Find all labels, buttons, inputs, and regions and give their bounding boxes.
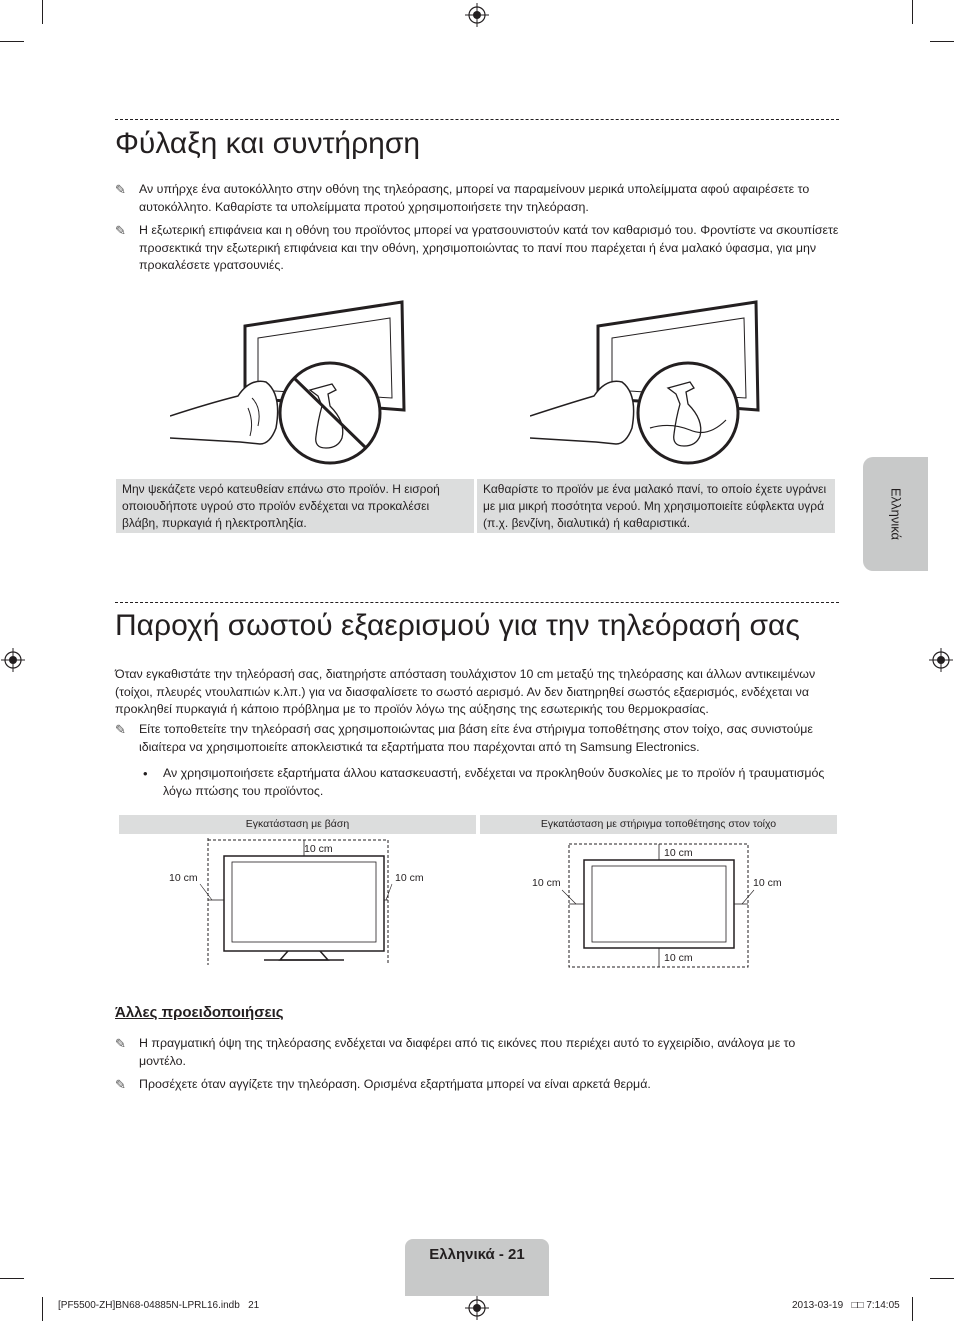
note-item: [115, 1035, 839, 1070]
dim-label-left: 10 cm: [532, 877, 561, 889]
section-divider: [115, 119, 839, 120]
section-title-care: Φύλαξη και συντήρηση: [115, 127, 421, 160]
note-text: Η πραγματική όψη της τηλεόρασης ενδέχεται να διαφέρει από τις εικόνες που περιέχει αυτό το εγχειρίδιο, ανάλογα με το μοντέλο.: [139, 1036, 796, 1068]
pencil-icon: ✎: [115, 1077, 126, 1092]
cloth-cleaning-illustration: [530, 298, 770, 468]
dim-label-top: 10 cm: [304, 843, 333, 855]
footer-file-info: [PF5500-ZH]BN68-04885N-LPRL16.indb 21: [58, 1300, 260, 1311]
note-text: Είτε τοποθετείτε την τηλεόρασή σας χρησιμοποιώντας μια βάση είτε ένα στήριγμα τοποθέτησης στον τοίχο, σας συνιστούμε ιδιαίτερα να χρησιμοποιείτε αποκλειστικά τα εξαρτήματα που παρέχονται από τη Samsung Electronics.: [139, 722, 813, 754]
dim-label-left: 10 cm: [169, 872, 198, 884]
caption-do-not-spray: Μην ψεκάζετε νερό κατευθείαν επάνω στο προϊόν. Η εισροή οποιουδήποτε υγρού στο προϊόν ενδέχεται να προκαλέσει βλάβη, πυρκαγιά ή ηλεκτροπληξία.: [116, 479, 474, 533]
section-divider: [115, 602, 839, 603]
crop-mark: [930, 41, 954, 42]
note-text: Προσέχετε όταν αγγίζετε την τηλεόραση. Ορισμένα εξαρτήματα μπορεί να είναι αρκετά θερμά.: [139, 1077, 651, 1091]
crop-mark: [0, 41, 24, 42]
stand-installation-diagram: [160, 838, 400, 968]
pencil-icon: ✎: [115, 223, 126, 238]
note-item: [115, 721, 839, 756]
page-number-label: Ελληνικά - 21: [429, 1246, 525, 1263]
crop-mark: [0, 1278, 24, 1279]
note-item: [115, 181, 839, 216]
crop-mark: [912, 1297, 913, 1321]
registration-mark-icon: [465, 3, 489, 27]
dim-label-top: 10 cm: [664, 847, 693, 859]
intro-text: Όταν εγκαθιστάτε την τηλεόρασή σας, διατηρήστε απόσταση τουλάχιστον 10 cm μεταξύ της τηλεόρασης και άλλων αντικειμένων (τοίχοι, πλευρές ντουλαπιών κ.λπ.) για να διασφαλίσετε το σωστό αερισμό. Αν δεν διατηρηθεί σωστός εξαερισμός, ενδέχεται να προκληθεί πυρκαγιά ή κάποιο πρόβλημα με το προϊόν λόγω της αύξησης της εσωτερικής του θερμοκρασίας.: [115, 667, 816, 716]
bullet-item: [115, 765, 839, 800]
note-text: Η εξωτερική επιφάνεια και η οθόνη του προϊόντος μπορεί να γρατσουνιστούν κατά τον καθαρισμό του. Φροντίστε να σκουπίσετε προσεκτικά την εξωτερική επιφάνεια και την οθόνη, χρησιμοποιώντας το πανί που παρέχεται ή ένα μαλακό ύφασμα, για μην προκαλέσετε γρατσουνιές.: [139, 223, 839, 272]
note-item: [115, 1076, 839, 1094]
pencil-icon: ✎: [115, 722, 126, 737]
registration-mark-icon: [929, 648, 953, 672]
crop-mark: [42, 0, 43, 24]
caption-clean-with-cloth: Καθαρίστε το προϊόν με ένα μαλακό πανί, το οποίο έχετε υγράνει με μια μικρή ποσότητα νερού. Μη χρησιμοποιείτε εύφλεκτα υγρά (π.χ. βενζίνη, διαλυτικά) ή καθαριστικά.: [477, 479, 835, 533]
section-title-ventilation: Παροχή σωστού εξαερισμού για την τηλεόρασή σας: [115, 609, 800, 642]
wall-installation-diagram: [520, 840, 760, 970]
registration-mark-icon: [465, 1296, 489, 1320]
label-wall-install: Εγκατάσταση με στήριγμα τοποθέτησης στον τοίχο: [480, 815, 837, 834]
bullet-text: Αν χρησιμοποιήσετε εξαρτήματα άλλου κατασκευαστή, ενδέχεται να προκληθούν δυσκολίες με το προϊόν ή τραυματισμός λόγω πτώσης του προϊόντος.: [163, 766, 825, 798]
dim-label-bottom: 10 cm: [664, 952, 693, 964]
crop-mark: [912, 0, 913, 24]
crop-mark: [930, 1278, 954, 1279]
language-tab-label: Ελληνικά: [888, 487, 903, 541]
dim-label-right: 10 cm: [395, 872, 424, 884]
language-side-tab: [863, 457, 928, 571]
registration-mark-icon: [1, 648, 25, 672]
dim-label-right: 10 cm: [753, 877, 782, 889]
pencil-icon: ✎: [115, 1036, 126, 1051]
note-item: [115, 222, 839, 275]
label-stand-install: Εγκατάσταση με βάση: [119, 815, 476, 834]
note-text: Αν υπήρχε ένα αυτοκόλλητο στην οθόνη της τηλεόρασης, μπορεί να παραμείνουν μερικά υπολείμματα αφού αφαιρέσετε το αυτοκόλλητο. Καθαρίστε τα υπολείμματα προτού χρησιμοποιήσετε την τηλεόραση.: [139, 182, 810, 214]
intro-paragraph: [115, 666, 839, 719]
footer-datetime: 2013-03-19 □□ 7:14:05: [792, 1300, 900, 1311]
bullet-icon: •: [143, 766, 148, 781]
crop-mark: [42, 1297, 43, 1321]
page-number-badge: [405, 1239, 549, 1296]
subsection-title-warnings: Άλλες προειδοποιήσεις: [115, 1004, 284, 1021]
no-spray-illustration: [170, 298, 410, 468]
pencil-icon: ✎: [115, 182, 126, 197]
